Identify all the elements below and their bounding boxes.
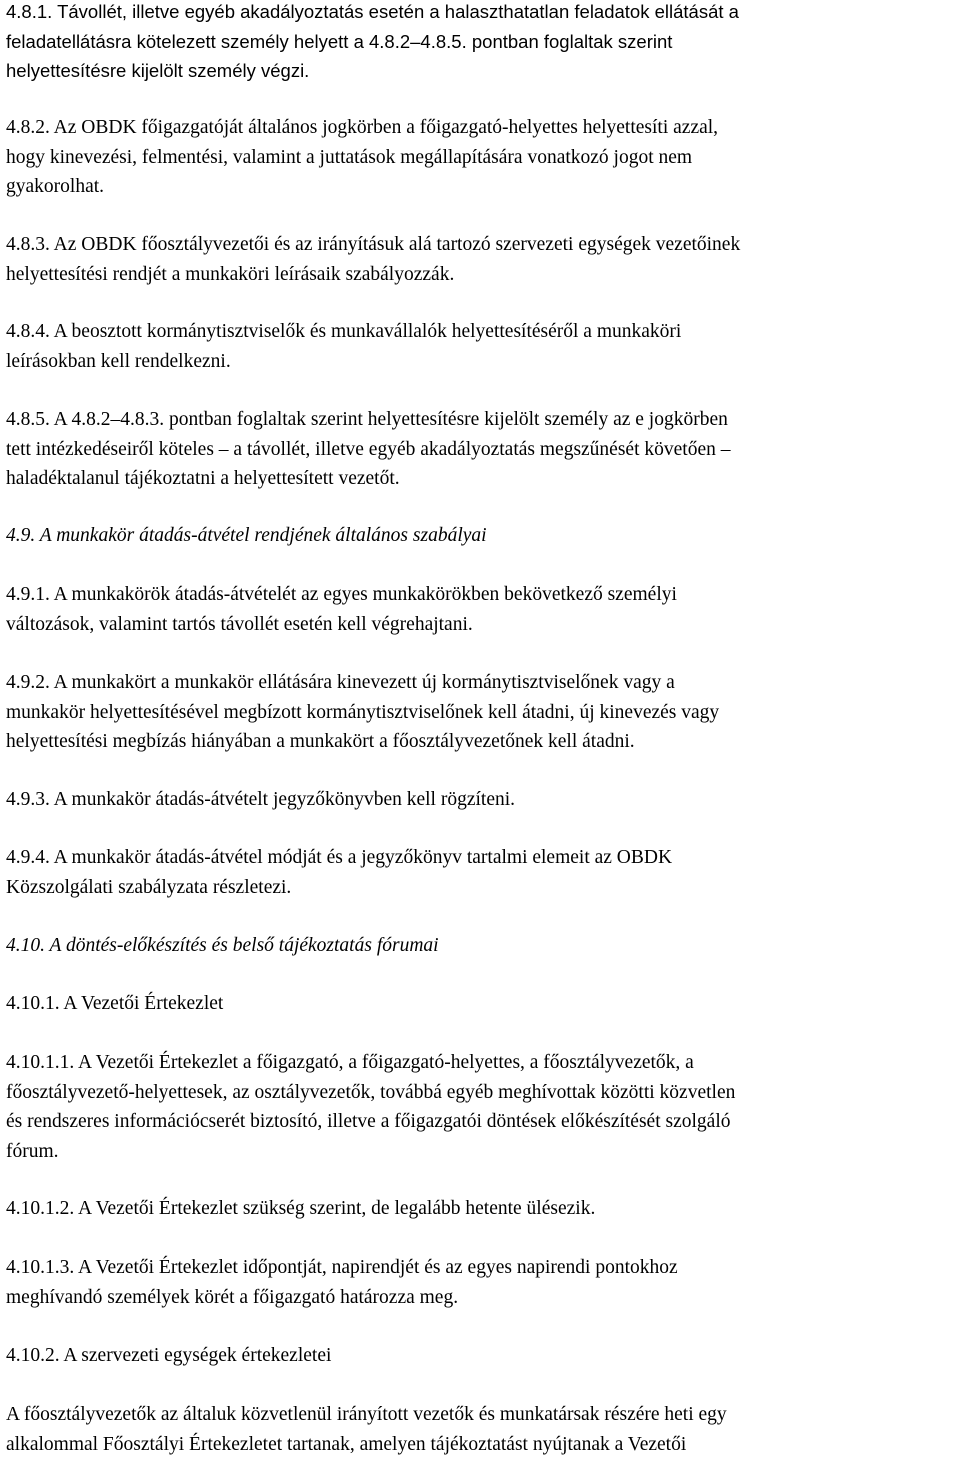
text-line: 4.9.3. A munkakör átadás-átvételt jegyzőkönyvben kell rögzíteni. <box>6 785 954 815</box>
text-line: hogy kinevezési, felmentési, valamint a juttatások megállapítására vonatkozó jogot nem <box>6 143 954 173</box>
text-line: 4.8.4. A beosztott kormánytisztviselők és munkavállalók helyettesítéséről a munkaköri <box>6 317 954 347</box>
section-heading-4-10 <box>6 931 954 961</box>
text-line: 4.8.2. Az OBDK főigazgatóját általános jogkörben a főigazgató-helyettes helyettesíti azzal, <box>6 113 954 143</box>
heading-line: 4.10. A döntés-előkészítés és belső tájékoztatás fórumai <box>6 931 954 961</box>
text-line: leírásokban kell rendelkezni. <box>6 347 954 377</box>
text-line: 4.9.2. A munkakört a munkakör ellátására kinevezett új kormánytisztviselőnek vagy a <box>6 668 954 698</box>
text-line: 4.8.3. Az OBDK főosztályvezetői és az irányításuk alá tartozó szervezeti egységek vezetőinek <box>6 230 954 260</box>
paragraph-4-8-1 <box>6 0 954 86</box>
text-line: 4.8.5. A 4.8.2–4.8.3. pontban foglaltak szerint helyettesítésre kijelölt személy az e jogkörben <box>6 405 954 435</box>
paragraph-4-10-1-1 <box>6 1048 954 1166</box>
text-line: munkakör helyettesítésével megbízott kormánytisztviselőnek kell átadni, új kinevezés vagy <box>6 698 954 728</box>
text-line: változások, valamint tartós távollét esetén kell végrehajtani. <box>6 610 954 640</box>
paragraph-4-9-4 <box>6 843 954 902</box>
text-line: haladéktalanul tájékoztatni a helyettesített vezetőt. <box>6 464 954 494</box>
paragraph-4-10-1-2 <box>6 1194 954 1224</box>
text-line: feladatellátásra kötelezett személy helyett a 4.8.2–4.8.5. pontban foglaltak szerint <box>6 27 954 57</box>
text-line: fórum. <box>6 1137 954 1167</box>
text-line: 4.10.2. A szervezeti egységek értekezletei <box>6 1341 954 1371</box>
text-line: főosztályvezető-helyettesek, az osztályvezetők, továbbá egyéb meghívottak közötti közvetlen <box>6 1078 954 1108</box>
paragraph-4-9-1 <box>6 580 954 639</box>
text-line: 4.9.1. A munkakörök átadás-átvételét az egyes munkakörökben bekövetkező személyi <box>6 580 954 610</box>
paragraph-4-10-1 <box>6 989 954 1019</box>
text-line: gyakorolhat. <box>6 172 954 202</box>
paragraph-4-8-5 <box>6 405 954 494</box>
text-line: 4.10.1.1. A Vezetői Értekezlet a főigazgató, a főigazgató-helyettes, a főosztályvezetők, a <box>6 1048 954 1078</box>
text-line: helyettesítési rendjét a munkaköri leírásaik szabályozzák. <box>6 260 954 290</box>
paragraph-4-9-3 <box>6 785 954 815</box>
text-line: helyettesítésre kijelölt személy végzi. <box>6 56 954 86</box>
text-line: 4.10.1. A Vezetői Értekezlet <box>6 989 954 1019</box>
paragraph-4-8-4 <box>6 317 954 376</box>
paragraph-4-8-3 <box>6 230 954 289</box>
text-line: tett intézkedéseiről köteles – a távollét, illetve egyéb akadályoztatás megszűnését követően – <box>6 435 954 465</box>
text-line: Közszolgálati szabályzata részletezi. <box>6 873 954 903</box>
paragraph-4-10-2 <box>6 1341 954 1371</box>
text-line: alkalommal Főosztályi Értekezletet tartanak, amelyen tájékoztatást nyújtanak a Vezetői <box>6 1430 954 1459</box>
paragraph-4-8-2 <box>6 113 954 202</box>
text-line: 4.8.1. Távollét, illetve egyéb akadályoztatás esetén a halaszthatatlan feladatok ellátását a <box>6 0 954 27</box>
section-heading-4-9 <box>6 521 954 551</box>
text-line: 4.9.4. A munkakör átadás-átvétel módját és a jegyzőkönyv tartalmi elemeit az OBDK <box>6 843 954 873</box>
heading-line: 4.9. A munkakör átadás-átvétel rendjének általános szabályai <box>6 521 954 551</box>
paragraph-4-9-2 <box>6 668 954 757</box>
text-line: A főosztályvezetők az általuk közvetlenül irányított vezetők és munkatársak részére heti egy <box>6 1400 954 1430</box>
text-line: és rendszeres információcserét biztosító, illetve a főigazgatói döntések előkészítését szolgáló <box>6 1107 954 1137</box>
paragraph-4-10-1-3 <box>6 1253 954 1312</box>
text-line: meghívandó személyek körét a főigazgató határozza meg. <box>6 1283 954 1313</box>
paragraph-foosztalyi-ertekezlet <box>6 1400 954 1459</box>
text-line: helyettesítési megbízás hiányában a munkakört a főosztályvezetőnek kell átadni. <box>6 727 954 757</box>
text-line: 4.10.1.2. A Vezetői Értekezlet szükség szerint, de legalább hetente ülésezik. <box>6 1194 954 1224</box>
text-line: 4.10.1.3. A Vezetői Értekezlet időpontját, napirendjét és az egyes napirendi pontokhoz <box>6 1253 954 1283</box>
